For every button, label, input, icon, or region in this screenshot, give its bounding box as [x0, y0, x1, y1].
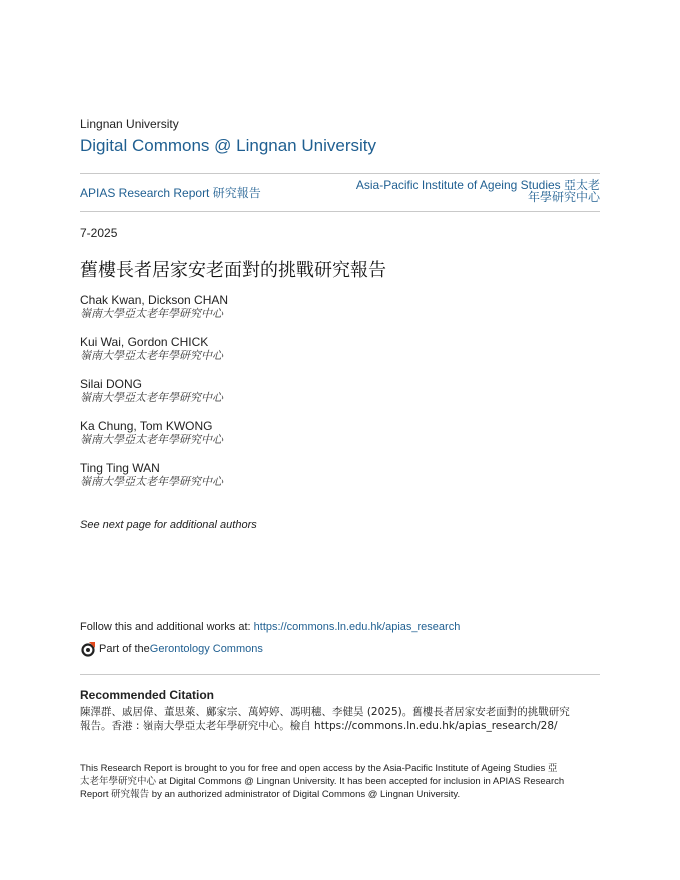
part-of-label: Part of the — [99, 643, 150, 655]
author-affiliation: 嶺南大學亞太老年學研究中心 — [80, 392, 223, 404]
author-entry — [80, 293, 228, 335]
repository-link[interactable]: Digital Commons @ Lingnan University — [80, 136, 376, 155]
gerontology-commons-link[interactable]: Gerontology Commons — [149, 643, 263, 655]
author-entry — [80, 461, 228, 503]
follow-label: Follow this and additional works at: — [80, 621, 254, 633]
author-affiliation: 嶺南大學亞太老年學研究中心 — [80, 476, 223, 488]
author-affiliation: 嶺南大學亞太老年學研究中心 — [80, 308, 223, 320]
citation-line-1: 陳澤群、戚居偉、董思萊、鄺家宗、萬婷婷、馮明穗、李健昊 (2025)。舊樓長者居家安老面對的挑戰研究 — [80, 706, 570, 718]
author-affiliation: 嶺南大學亞太老年學研究中心 — [80, 434, 223, 446]
institution-name: Lingnan University — [80, 117, 179, 131]
author-name: Ting Ting WAN — [80, 461, 160, 475]
citation-line-2: 報告。香港 : 嶺南大學亞太老年學研究中心。檢自 https://commons.ln.edu.hk/apias_research/28/ — [80, 720, 558, 732]
author-entry — [80, 419, 228, 461]
author-name: Silai DONG — [80, 377, 143, 391]
citation-heading: Recommended Citation — [80, 688, 215, 702]
more-authors-note: See next page for additional authors — [80, 519, 257, 531]
author-name: Ka Chung, Tom KWONG — [80, 419, 213, 433]
access-statement — [80, 762, 600, 801]
divider-series — [80, 211, 600, 212]
divider-citation — [80, 674, 600, 675]
author-list — [80, 293, 228, 503]
department-link[interactable] — [340, 179, 600, 203]
part-of-line — [80, 641, 263, 657]
author-name: Chak Kwan, Dickson CHAN — [80, 293, 229, 307]
follow-line — [80, 621, 460, 633]
publication-date: 7-2025 — [80, 226, 118, 240]
follow-link[interactable]: https://commons.ln.edu.hk/apias_research — [253, 621, 461, 633]
access-line-1: This Research Report is brought to you for free and open access by the Asia-Pacific Institute of Ageing Studies 亞 — [80, 763, 558, 774]
network-commons-icon — [80, 641, 96, 657]
citation-text — [80, 705, 600, 733]
author-affiliation: 嶺南大學亞太老年學研究中心 — [80, 350, 223, 362]
document-title: 舊樓長者居家安老面對的挑戰研究報告 — [80, 260, 386, 281]
author-entry — [80, 377, 228, 419]
divider-top — [80, 173, 600, 174]
author-entry — [80, 335, 228, 377]
department-line-1: Asia-Pacific Institute of Ageing Studies 亞太老 — [355, 178, 600, 192]
author-name: Kui Wai, Gordon CHICK — [80, 335, 209, 349]
access-line-3: Report 研究報告 by an authorized administrator of Digital Commons @ Lingnan University. — [80, 789, 461, 800]
department-line-2: 年學研究中心 — [527, 190, 600, 204]
access-line-2: 太老年學研究中心 at Digital Commons @ Lingnan University. It has been accepted for inclusion in APIAS Research — [80, 776, 565, 787]
series-link[interactable]: APIAS Research Report 研究報告 — [80, 186, 261, 200]
